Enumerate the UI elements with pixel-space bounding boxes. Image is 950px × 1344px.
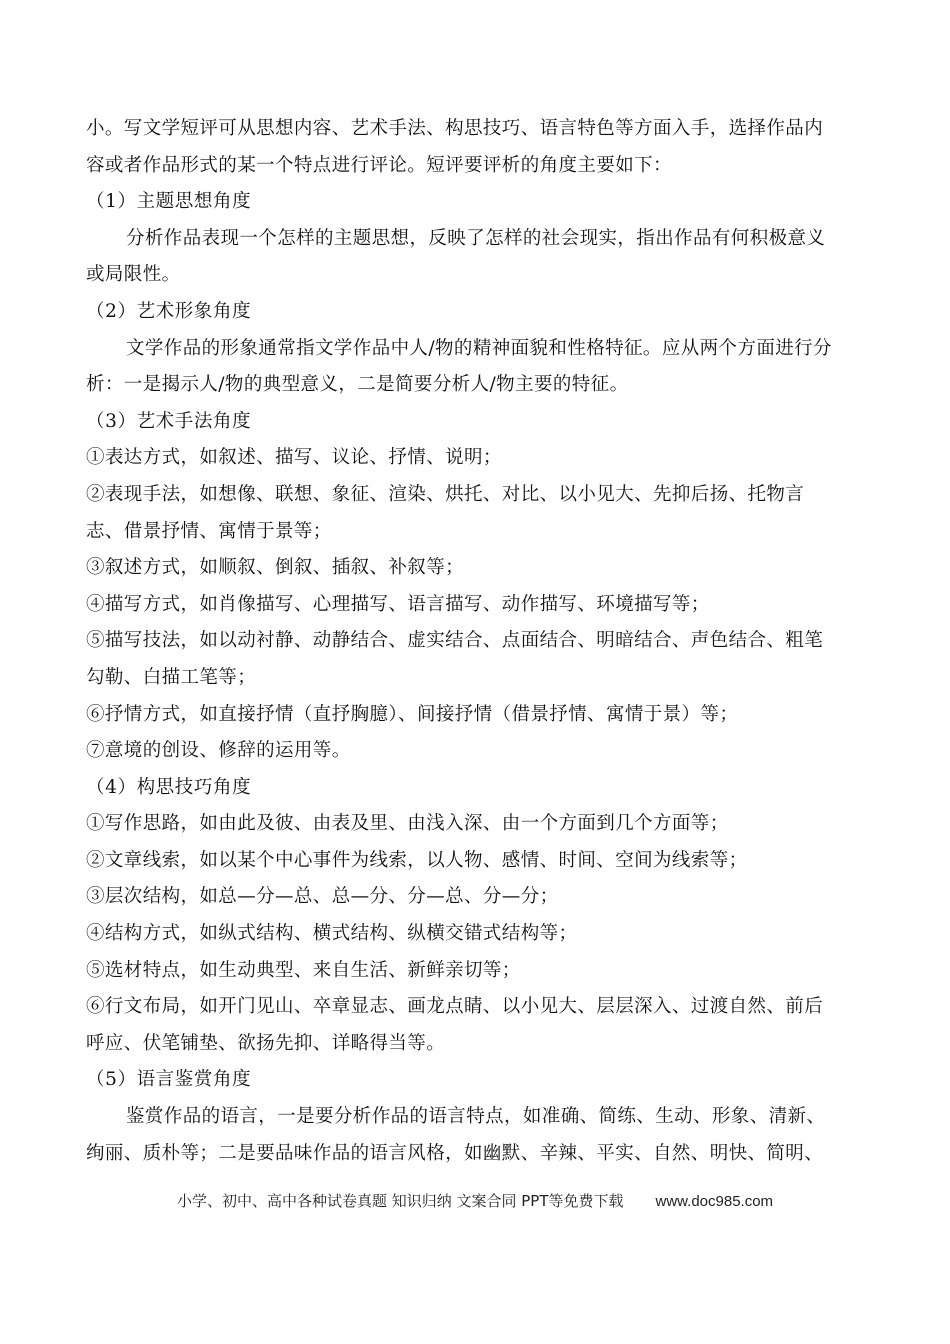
section-heading-artistic-technique: （3）艺术手法角度 (86, 410, 252, 432)
section-heading-theme: （1）主题思想角度 (86, 191, 252, 213)
body-text-line: 绚丽、质朴等；二是要品味作品的语言风格，如幽默、辛辣、平实、自然、明快、简明、 (86, 1142, 824, 1164)
body-text-line: 容或者作品形式的某一个特点进行评论。短评要评析的角度主要如下： (86, 154, 672, 176)
list-item: ①表达方式，如叙述、描写、议论、抒情、说明； (86, 447, 502, 469)
body-text-line: 析：一是揭示人/物的典型意义，二是简要分析人/物主要的特征。 (86, 374, 629, 396)
list-item: ④描写方式，如肖像描写、心理描写、语言描写、动作描写、环境描写等； (86, 593, 710, 615)
body-text-line: 小。写文学短评可从思想内容、艺术手法、构思技巧、语言特色等方面入手，选择作品内 (86, 118, 824, 139)
list-item: ②表现手法，如想像、联想、象征、渲染、烘托、对比、以小见大、先抑后扬、托物言 (86, 483, 805, 505)
list-item-continuation: 勾勒、白描工笔等； (86, 666, 257, 688)
body-text-line: 或局限性。 (86, 264, 181, 286)
footer-text: 小学、初中、高中各种试卷真题 知识归纳 文案合同 PPT等免费下载 (176, 1192, 624, 1210)
list-item: ①写作思路，如由此及彼、由表及里、由浅入深、由一个方面到几个方面等； (86, 813, 729, 835)
list-item: ⑥抒情方式，如直接抒情（直抒胸臆）、间接抒情（借景抒情、寓情于景）等； (86, 703, 739, 725)
paragraph-first-line: 分析作品表现一个怎样的主题思想，反映了怎样的社会现实，指出作品有何积极意义 (126, 227, 826, 249)
footer-site-link[interactable]: www.doc985.com (655, 1193, 774, 1210)
list-item: ③叙述方式，如顺叙、倒叙、插叙、补叙等； (86, 557, 465, 579)
section-heading-language: （5）语言鉴赏角度 (86, 1069, 252, 1091)
paragraph-first-line: 鉴赏作品的语言，一是要分析作品的语言特点，如准确、简练、生动、形象、清新、 (126, 1106, 826, 1128)
section-heading-artistic-image: （2）艺术形象角度 (86, 300, 252, 322)
list-item: ③层次结构，如总—分—总、总—分、分—总、分—分； (86, 886, 559, 908)
section-heading-conception: （4）构思技巧角度 (86, 776, 252, 798)
list-item-continuation: 呼应、伏笔铺垫、欲扬先抑、详略得当等。 (86, 1032, 446, 1054)
document-body (86, 111, 858, 1172)
list-item: ②文章线索，如以某个中心事件为线索，以人物、感情、时间、空间为线索等； (86, 849, 748, 871)
list-item-continuation: 志、借景抒情、寓情于景等； (86, 520, 332, 542)
list-item: ⑤描写技法，如以动衬静、动静结合、虚实结合、点面结合、明暗结合、声色结合、粗笔 (86, 630, 824, 652)
page-footer (0, 1190, 950, 1211)
list-item: ④结构方式，如纵式结构、横式结构、纵横交错式结构等； (86, 923, 578, 945)
list-item: ⑤选材特点，如生动典型、来自生活、新鲜亲切等； (86, 959, 521, 981)
list-item: ⑦意境的创设、修辞的运用等。 (86, 740, 351, 762)
paragraph-first-line: 文学作品的形象通常指文学作品中人/物的精神面貌和性格特征。应从两个方面进行分 (126, 337, 832, 359)
list-item: ⑥行文布局，如开门见山、卒章显志、画龙点睛、以小见大、层层深入、过渡自然、前后 (86, 996, 824, 1018)
